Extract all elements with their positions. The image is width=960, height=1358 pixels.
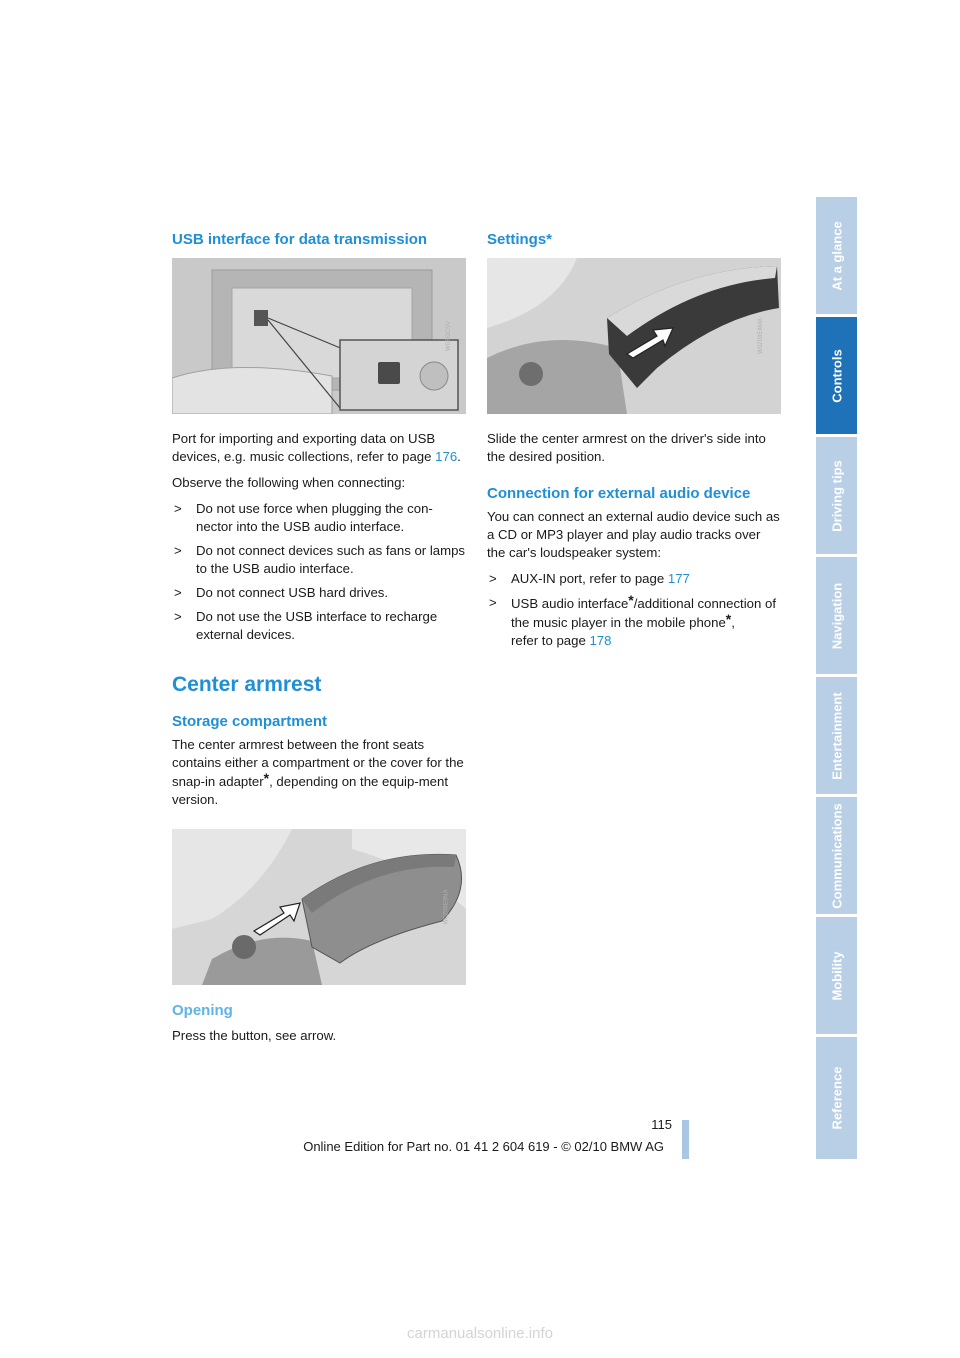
- usb-interface-heading: USB interface for data transmission: [172, 231, 428, 248]
- external-audio-list: [487, 570, 781, 650]
- tab-label: Controls: [829, 348, 844, 403]
- bullet-marker: >: [174, 609, 182, 624]
- optional-equipment-asterisk: *: [628, 592, 634, 608]
- bullet-marker: >: [489, 571, 497, 586]
- optional-equipment-asterisk: *: [725, 611, 732, 627]
- tab-label: Communications: [829, 802, 844, 909]
- storage-text-a: The center armrest between the front seats contains either a compartment or the cover for the snap-in adapter: [172, 737, 464, 789]
- armrest-slide-illustration: [487, 258, 781, 414]
- opening-description: Press the button, see arrow.: [172, 1028, 337, 1043]
- tab-label: At a glance: [829, 220, 844, 291]
- storage-text-b: , depending on the equip-ment version.: [172, 774, 449, 807]
- list-item: [172, 542, 466, 578]
- tab-controls[interactable]: [816, 317, 857, 434]
- tab-label: Entertainment: [829, 691, 844, 780]
- tab-mobility[interactable]: [816, 917, 857, 1034]
- tab-label: Mobility: [829, 950, 844, 1001]
- bullet-text: AUX-IN port, refer to page: [511, 571, 665, 586]
- tab-label: Driving tips: [829, 459, 844, 532]
- bullet-text: Do not connect devices such as fans or lamps to the USB audio interface.: [196, 543, 466, 576]
- figure-code: W0ZI0CSV: [445, 320, 452, 352]
- bullet-marker: >: [174, 501, 182, 516]
- bullet-text: USB audio interface: [511, 596, 629, 611]
- tab-reference[interactable]: [816, 1037, 857, 1159]
- usb-description-text: Port for importing and exporting data on USB devices, e.g. music collections, refer to page: [172, 431, 436, 464]
- tab-label: Reference: [829, 1066, 844, 1130]
- page-number: 115: [651, 1117, 672, 1132]
- edition-footer: Online Edition for Part no. 01 41 2 604 619 - © 02/10 BMW AG: [303, 1139, 664, 1154]
- list-item: [172, 584, 466, 602]
- external-audio-heading: Connection for external audio device: [487, 485, 751, 502]
- armrest-button-illustration: [172, 829, 466, 985]
- tab-navigation[interactable]: [816, 557, 857, 674]
- page-link-176[interactable]: 176: [435, 449, 458, 464]
- storage-description: [172, 736, 466, 809]
- armrest-figure: [172, 829, 466, 985]
- page-marker: [682, 1120, 689, 1159]
- figure-code: W0ZI0IE9NA: [443, 889, 450, 925]
- tab-label: Navigation: [829, 582, 844, 649]
- usb-description: Port for importing and exporting data on USB devices, e.g. music collections, refer to page 176.: [172, 431, 461, 464]
- bullet-text: refer to page: [511, 633, 586, 648]
- opening-heading: Opening: [172, 1002, 233, 1019]
- bullet-marker: >: [489, 595, 497, 610]
- usb-warning-list: [172, 500, 466, 644]
- center-armrest-heading: Center armrest: [172, 673, 322, 696]
- list-item: [487, 570, 781, 588]
- settings-description: Slide the center armrest on the driver's side into the desired position.: [487, 431, 766, 464]
- list-item: [172, 500, 466, 536]
- storage-compartment-heading: Storage compartment: [172, 713, 328, 730]
- chapter-sidebar: [816, 197, 857, 1159]
- bullet-text: Do not use the USB interface to recharge external devices.: [196, 609, 438, 642]
- settings-heading: Settings*: [487, 231, 553, 248]
- site-watermark: carmanualsonline.info: [407, 1325, 553, 1342]
- settings-figure: [487, 258, 781, 414]
- figure-code: W0ZI0IE4MA: [758, 318, 765, 354]
- page-link-177[interactable]: 177: [667, 571, 690, 586]
- left-column: [172, 230, 466, 1045]
- external-audio-description: You can connect an external audio device such as a CD or MP3 player and play audio tracks over the car's loudspeaker system:: [487, 509, 780, 560]
- tab-driving-tips[interactable]: [816, 437, 857, 554]
- usb-port-figure: [172, 258, 466, 414]
- bullet-text: Do not connect USB hard drives.: [196, 585, 389, 600]
- bullet-text: /additional connection of the music player in the mobile phone: [511, 596, 776, 630]
- right-column: [487, 230, 781, 656]
- list-item: [172, 608, 466, 644]
- usb-port-illustration: [172, 258, 466, 414]
- list-item: [487, 594, 781, 650]
- usb-connection-intro: Observe the following when connecting:: [172, 475, 406, 490]
- page-link-178[interactable]: 178: [589, 633, 612, 648]
- bullet-text: ,: [731, 615, 735, 630]
- bullet-marker: >: [174, 585, 182, 600]
- tab-at-a-glance[interactable]: [816, 197, 857, 314]
- bullet-text: Do not use force when plugging the con-nector into the USB audio interface.: [196, 501, 433, 534]
- tab-communications[interactable]: [816, 797, 857, 914]
- tab-entertainment[interactable]: [816, 677, 857, 794]
- bullet-marker: >: [174, 543, 182, 558]
- optional-equipment-asterisk: *: [263, 770, 270, 786]
